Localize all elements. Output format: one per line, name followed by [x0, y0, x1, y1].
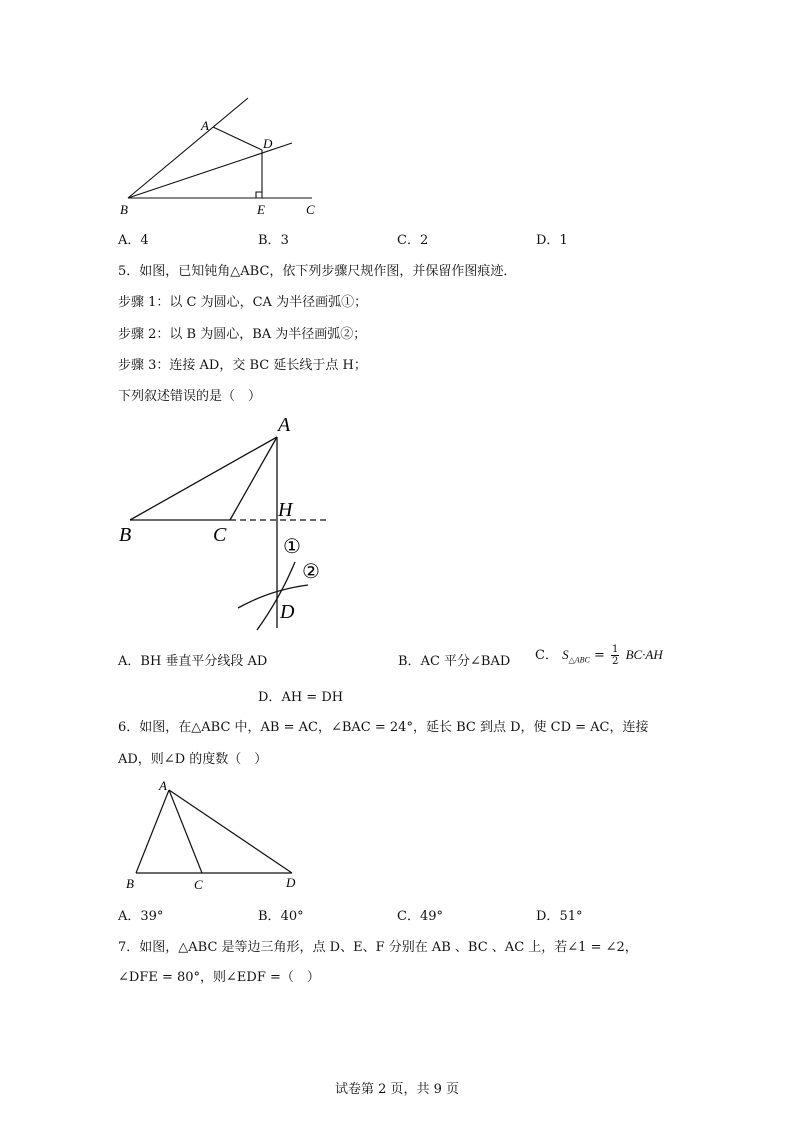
- option-text: 2: [419, 233, 429, 248]
- option-text: 51°: [559, 909, 583, 924]
- segment-ad: [213, 127, 262, 150]
- q6-option-b[interactable]: [258, 905, 304, 924]
- label-a: A: [278, 414, 291, 436]
- option-text: 49°: [419, 909, 443, 924]
- page-footer: 试卷第 2 页，共 9 页: [334, 1082, 460, 1097]
- right-angle-mark: [256, 192, 262, 198]
- segment-ca: [230, 437, 277, 520]
- q5-step2: 步骤 2：以 B 为圆心，BA 为半径画弧②；: [118, 327, 367, 342]
- option-text: 3: [280, 233, 289, 248]
- equals-sign: =: [594, 648, 605, 663]
- option-letter: B．: [258, 233, 281, 248]
- q5-option-b[interactable]: [398, 650, 510, 669]
- q6-stem-line2: AD，则∠D 的度数（ ）: [118, 752, 268, 767]
- q5-step1: 步骤 1：以 C 为圆心，CA 为半径画弧①；: [118, 295, 368, 310]
- label-c: C: [306, 202, 315, 217]
- q5-step3: 步骤 3：连接 AD，交 BC 延长线于点 H；: [118, 358, 367, 373]
- segment-ab: [136, 790, 169, 873]
- label-c: C: [213, 524, 227, 546]
- option-text: 40°: [280, 909, 304, 924]
- option-text: 1: [559, 233, 568, 248]
- option-letter: B．: [258, 909, 281, 924]
- q5-ask: 下列叙述错误的是（ ）: [118, 389, 262, 404]
- option-letter: C．: [397, 233, 420, 248]
- q6-option-c[interactable]: [397, 905, 443, 924]
- q5-option-d[interactable]: [258, 686, 343, 705]
- label-a: A: [159, 778, 167, 793]
- label-b: B: [119, 524, 132, 546]
- label-b: B: [120, 202, 128, 217]
- option-text: AC 平分∠BAD: [420, 654, 511, 669]
- label-e: E: [257, 202, 265, 217]
- option-letter: C．: [397, 909, 420, 924]
- ray-ba: [128, 98, 248, 198]
- segment-ad: [169, 790, 292, 873]
- q7-stem-line2: ∠DFE = 80°，则∠EDF =（ ）: [118, 970, 320, 985]
- option-text: 4: [140, 233, 149, 248]
- label-d: D: [286, 875, 296, 890]
- q4-option-c[interactable]: [397, 229, 428, 248]
- q5-option-c[interactable]: [535, 644, 663, 667]
- arc1-marker: ①: [283, 536, 301, 558]
- q4-option-d[interactable]: [536, 229, 568, 248]
- q7-stem-line1: 7．如图，△ABC 是等边三角形，点 D、E、F 分别在 AB 、BC 、AC 上，若∠1 = ∠2，: [118, 940, 638, 955]
- label-b: B: [126, 876, 134, 891]
- option-letter: A．: [118, 909, 141, 924]
- q4-option-a[interactable]: [118, 229, 149, 248]
- arc2-marker: ②: [302, 561, 320, 583]
- label-d: D: [263, 136, 273, 151]
- option-letter: D．: [258, 690, 282, 705]
- q5-option-a[interactable]: [118, 650, 267, 669]
- area-expression: BC·AH: [625, 647, 663, 662]
- q6-option-d[interactable]: [536, 905, 582, 924]
- figure-q5: [110, 410, 350, 635]
- fraction-numerator: 1: [612, 644, 619, 655]
- option-text: BH 垂直平分线段 AD: [140, 654, 268, 669]
- segment-ba: [130, 437, 277, 520]
- option-letter: A．: [118, 233, 141, 248]
- fraction-half: [611, 644, 619, 667]
- segment-ac: [169, 790, 202, 873]
- q4-option-b[interactable]: [258, 229, 289, 248]
- option-letter: B．: [398, 654, 421, 669]
- label-d: D: [280, 601, 295, 623]
- option-letter: D．: [536, 233, 560, 248]
- option-text: 39°: [140, 909, 164, 924]
- option-letter: D．: [536, 909, 560, 924]
- figure-q4: [110, 90, 330, 220]
- option-text: AH = DH: [281, 690, 344, 705]
- option-letter: A．: [118, 654, 141, 669]
- label-c: C: [194, 877, 203, 892]
- ray-bd: [128, 143, 292, 198]
- q6-option-a[interactable]: [118, 905, 163, 924]
- label-h: H: [278, 499, 293, 521]
- fraction-denominator: 2: [612, 656, 619, 667]
- option-letter: C．: [535, 648, 558, 663]
- label-a: A: [201, 118, 209, 133]
- area-subscript: △ABC: [568, 655, 590, 665]
- area-symbol: S: [562, 647, 569, 662]
- figure-q6: [118, 775, 318, 895]
- q5-stem: 5．如图，已知钝角△ABC，依下列步骤尺规作图，并保留作图痕迹．: [118, 264, 517, 279]
- q6-stem-line1: 6．如图，在△ABC 中，AB = AC，∠BAC = 24°，延长 BC 到点 D，使 CD = AC，连接: [118, 720, 649, 735]
